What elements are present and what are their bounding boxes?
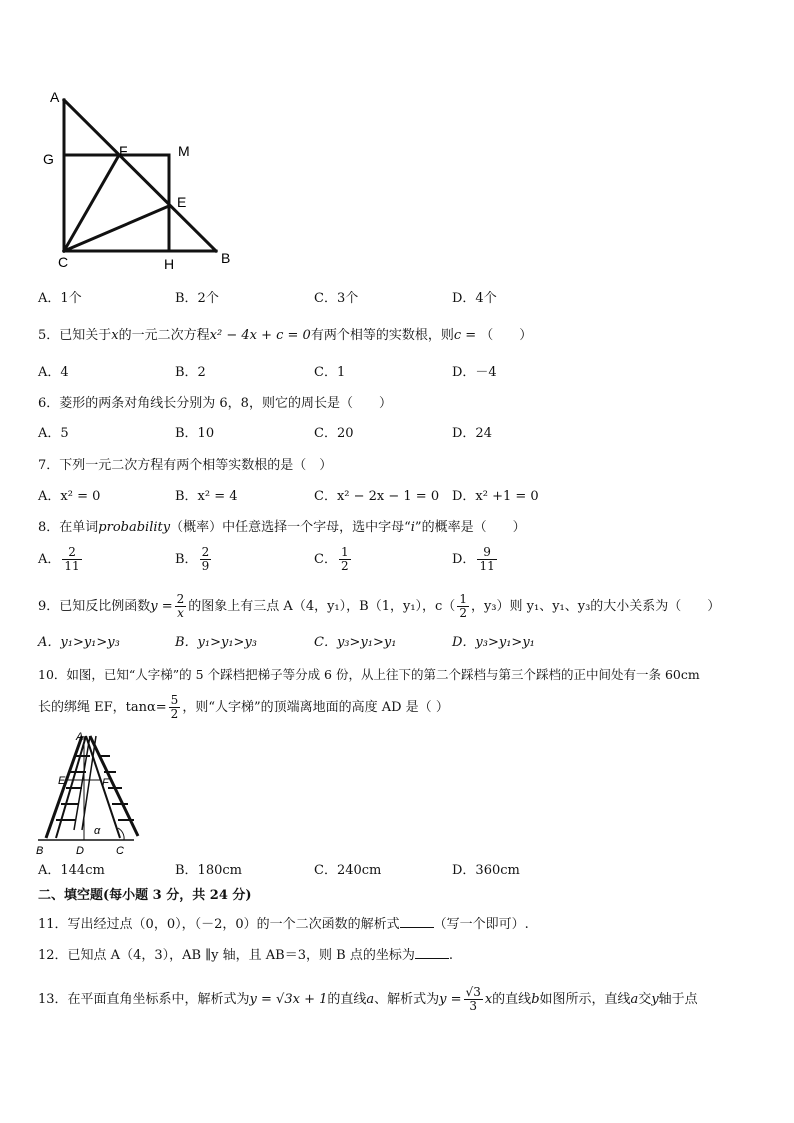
- option-d: D．y₃>y₁>y₁: [452, 635, 535, 650]
- geometry-figure: [40, 85, 240, 275]
- label-h: H: [164, 256, 175, 272]
- segment-ce: [64, 206, 169, 251]
- option-b: B． $\frac{2}{9}$: [175, 545, 210, 573]
- ladder-label-f: F: [102, 777, 109, 789]
- option-c: C．3个: [314, 291, 359, 306]
- option-a: A．4: [38, 365, 69, 380]
- segment-ab: [64, 100, 216, 251]
- question-9: 9．已知反比例函数y = $\frac{2}{x}$ 的图象上有三点 A（4，y₁），B（1，y₁），c（ $\frac{1}{2}$ ，y₃）则 y₁、y₁、y₃的大小关系为（ ）: [38, 592, 721, 620]
- label-c: C: [58, 254, 69, 270]
- ladder-figure: [34, 728, 146, 856]
- section-title: 二、填空题(每小题 3 分，共 24 分): [38, 888, 252, 903]
- segment-cf: [64, 155, 119, 251]
- option-c: C．240cm: [314, 863, 382, 878]
- label-a: A: [50, 89, 60, 105]
- option-c: C．1: [314, 365, 346, 380]
- option-a: A．y₁>y₁>y₃: [38, 635, 120, 650]
- option-d: D．4个: [452, 291, 497, 306]
- option-a: A．1个: [38, 291, 82, 306]
- question-5: 5．已知关于x的一元二次方程x² − 4x + c = 0有两个相等的实数根，则c = （ ）: [38, 328, 533, 343]
- label-g: G: [43, 151, 54, 167]
- question-8: 8．在单词probability（概率）中任意选择一个字母，选中字母“i”的概率是（ ）: [38, 520, 526, 535]
- option-c: C．20: [314, 426, 354, 441]
- option-b: B．y₁>y₁>y₃: [175, 635, 258, 650]
- option-d: D．360cm: [452, 863, 520, 878]
- option-b: B．2: [175, 365, 206, 380]
- option-d: D．24: [452, 426, 492, 441]
- label-b: B: [221, 250, 231, 266]
- option-b: B．2个: [175, 291, 219, 306]
- question-6: 6．菱形的两条对角线长分别为 6，8，则它的周长是（ ）: [38, 396, 392, 411]
- option-c: C． $\frac{1}{2}$: [314, 545, 349, 573]
- option-a: A．x² = 0: [38, 489, 101, 504]
- option-a: A．144cm: [38, 863, 105, 878]
- ladder-label-e: E: [58, 775, 66, 787]
- option-c: C．y₃>y₁>y₁: [314, 635, 397, 650]
- ladder-label-a: A: [76, 731, 84, 743]
- option-d: D． $\frac{9}{11}$: [452, 545, 495, 573]
- option-a: A． $\frac{2}{11}$: [38, 545, 80, 573]
- label-f: F: [119, 143, 128, 159]
- option-b: B．180cm: [175, 863, 242, 878]
- option-c: C．x² − 2x − 1 = 0: [314, 489, 440, 504]
- ladder-label-d: D: [76, 845, 84, 856]
- question-10-line-1: 10．如图，已知“人字梯”的 5 个踩档把梯子等分成 6 份，从上往下的第二个踩档与第三个踩档的正中间处有一条 60cm: [38, 667, 700, 682]
- question-12: 12．已知点 A（4，3），AB ∥y 轴，且 AB＝3，则 B 点的坐标为 .: [38, 948, 453, 963]
- ladder-label-b: B: [36, 845, 44, 856]
- option-b: B．x² = 4: [175, 489, 238, 504]
- question-7: 7．下列一元二次方程有两个相等实数根的是（ ）: [38, 458, 333, 473]
- answer-blank[interactable]: [415, 946, 449, 959]
- question-13: 13．在平面直角坐标系中，解析式为y = √3x + 1的直线a、解析式为y = $\frac{√3}{3}$ x的直线b如图所示，直线a交y轴于点: [38, 985, 698, 1013]
- option-d: D．x² +1 = 0: [452, 489, 539, 504]
- label-m: M: [178, 143, 190, 159]
- question-10-line-2: 长的绑绳 EF，tanα= $\frac{5}{2}$ ，则“人字梯”的顶端离地面的高度 AD 是（ ）: [38, 693, 449, 721]
- option-d: D．－4: [452, 365, 497, 380]
- option-a: A．5: [38, 426, 69, 441]
- answer-blank[interactable]: [400, 915, 434, 928]
- ladder-label-c: C: [116, 845, 124, 856]
- ladder-label-alpha: α: [94, 825, 101, 837]
- option-b: B．10: [175, 426, 215, 441]
- label-e: E: [177, 194, 187, 210]
- question-11: 11．写出经过点（0，0），（－2，0）的一个二次函数的解析式 （写一个即可）.: [38, 917, 529, 932]
